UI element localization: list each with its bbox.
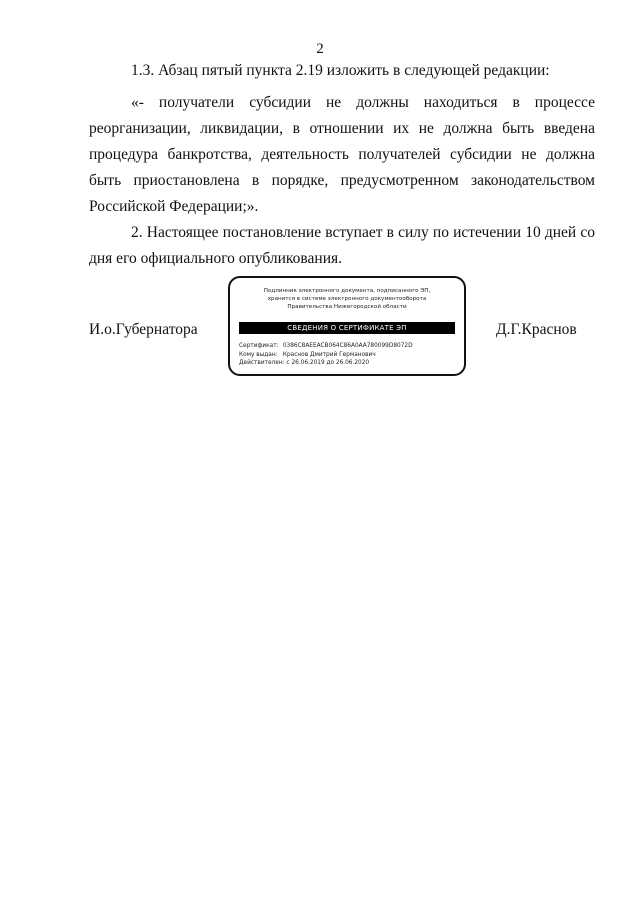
certificate-value: 0386C8AEEACB064C86A0AA780099D8072D bbox=[282, 343, 413, 349]
certificate-row bbox=[239, 342, 457, 351]
issued-to-label: Кому выдан: bbox=[239, 351, 278, 358]
document-body bbox=[89, 58, 595, 272]
page-number: 2 bbox=[316, 41, 324, 57]
stamp-note-line: хранится в системе электронного документооборота bbox=[267, 296, 427, 302]
paragraph-quote: «- получатели субсидии не должны находиться в процессе реорганизации, ликвидации, в отношении их не должна быть введена процедура банкротства, деятельность получателей субсидии не должна быть приостановлена в порядке, предусмотренном законодательством Российской Федерации;». bbox=[89, 94, 595, 215]
issued-to-value: Краснов Дмитрий Германович bbox=[282, 351, 376, 358]
stamp-note-line: Правительства Нижегородской области bbox=[287, 304, 407, 310]
stamp-details bbox=[239, 342, 457, 368]
validity-value: с 26.06.2019 до 26.06.2020 bbox=[286, 360, 370, 366]
validity-label: Действителен: bbox=[239, 360, 285, 366]
certificate-label: Сертификат: bbox=[239, 343, 279, 349]
paragraph-1-3: 1.3. Абзац пятый пункта 2.19 изложить в следующей редакции: bbox=[131, 62, 550, 79]
issued-to-row bbox=[239, 351, 457, 360]
stamp-note-line: Подлинник электронного документа, подписанного ЭП, bbox=[263, 288, 431, 294]
signatory-name: Д.Г.Краснов bbox=[496, 321, 577, 338]
signatory-position: И.о.Губернатора bbox=[89, 321, 198, 338]
stamp-banner: СВЕДЕНИЯ О СЕРТИФИКАТЕ ЭП bbox=[239, 322, 455, 334]
paragraph-2: 2. Настоящее постановление вступает в силу по истечении 10 дней со дня его официального опубликования. bbox=[89, 224, 595, 267]
electronic-signature-stamp bbox=[228, 276, 466, 376]
validity-row bbox=[239, 359, 457, 368]
stamp-note bbox=[238, 287, 456, 311]
